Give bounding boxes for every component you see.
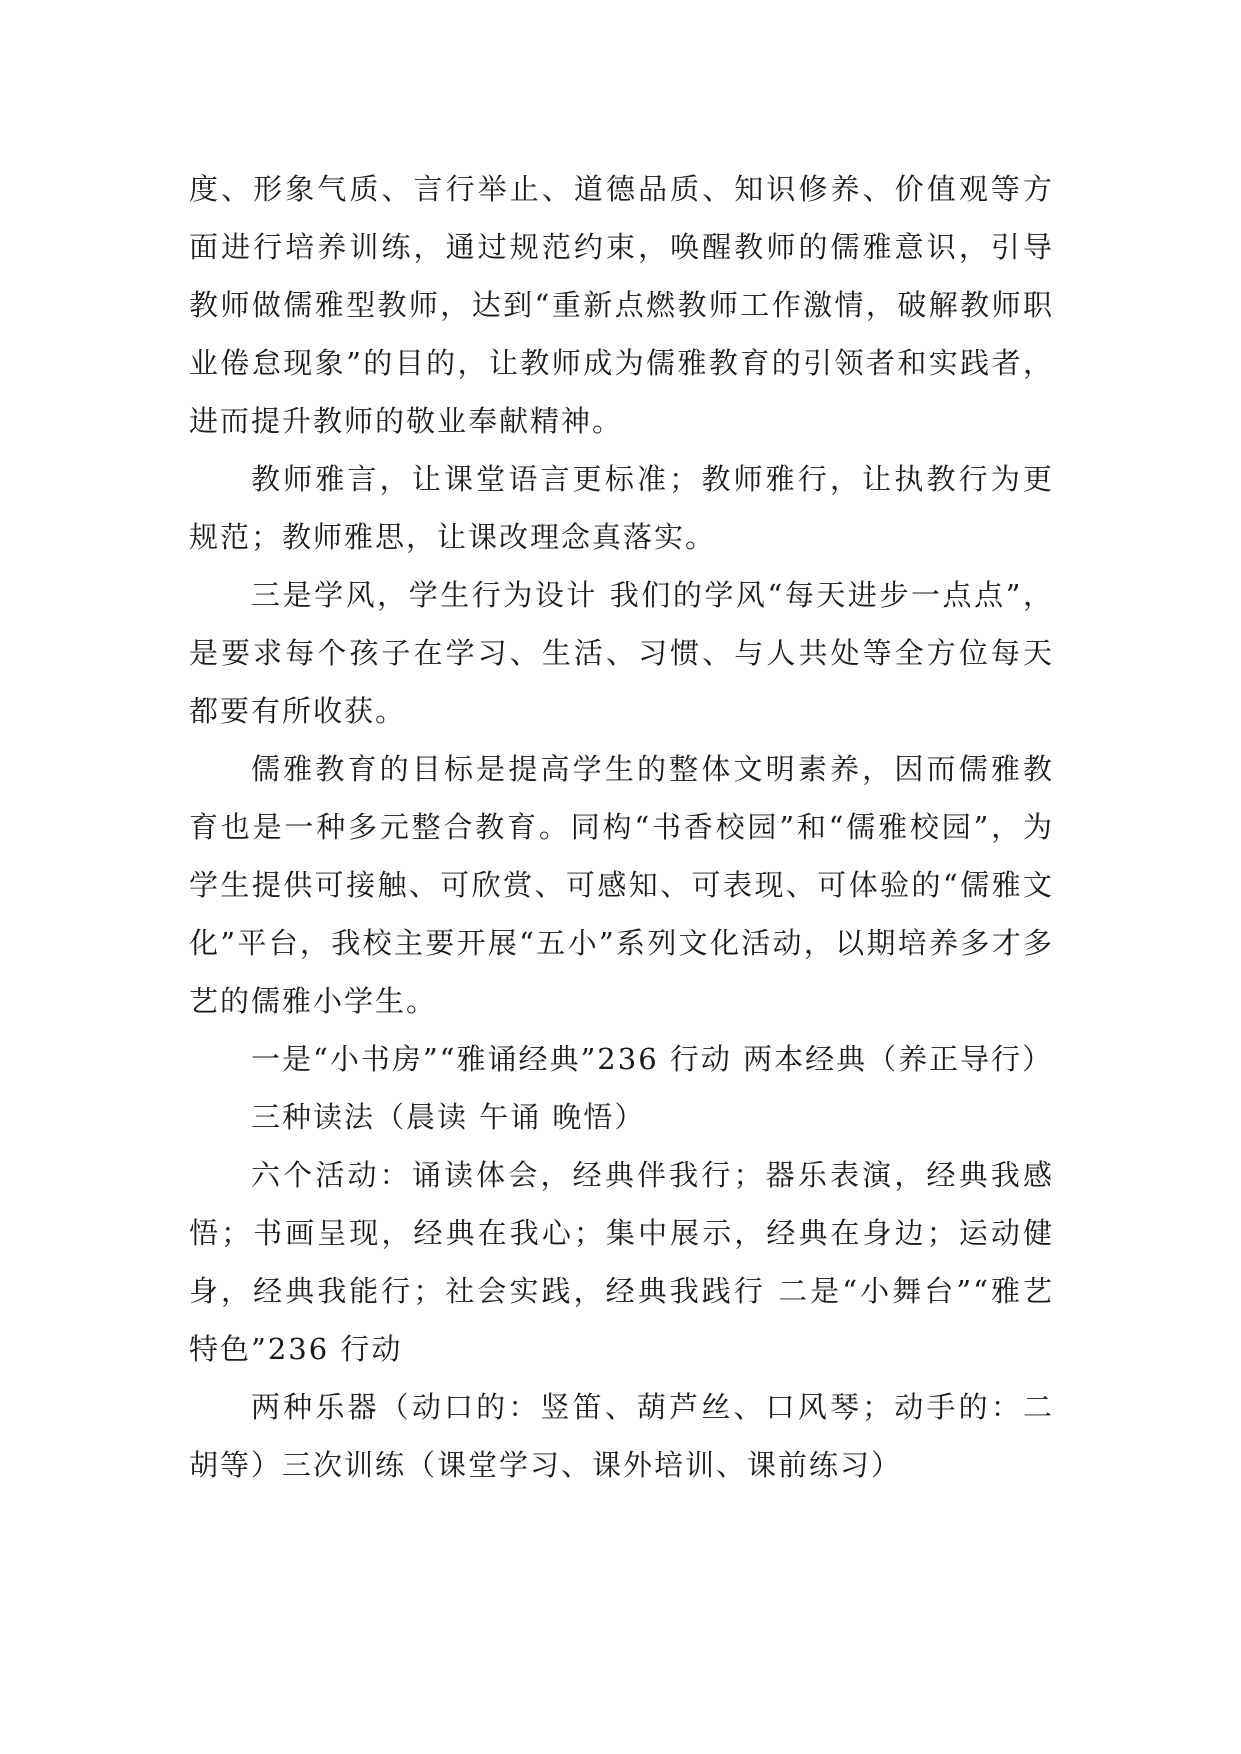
paragraph-small-study: 一是“小书房”“雅诵经典”236 行动 两本经典（养正导行） bbox=[251, 1042, 1054, 1076]
document-body bbox=[189, 160, 1054, 1494]
paragraph-teacher-elegance: 教师雅言，让课堂语言更标准；教师雅行，让执教行为更规范；教师雅思，让课改理念真落实。 bbox=[189, 462, 1054, 554]
paragraph-six-activities: 六个活动：诵读体会，经典伴我行；器乐表演，经典我感悟；书画呈现，经典在我心；集中展示，经典在身边；运动健身，经典我能行；社会实践，经典我践行 二是“小舞台”“雅艺特色”236 行动 bbox=[189, 1158, 1054, 1366]
paragraph-study-style: 三是学风，学生行为设计 我们的学风“每天进步一点点”，是要求每个孩子在学习、生活、习惯、与人共处等全方位每天都要有所收获。 bbox=[189, 578, 1054, 728]
paragraph-reading-methods: 三种读法（晨读 午诵 晚悟） bbox=[251, 1100, 646, 1134]
paragraph-instruments: 两种乐器（动口的：竖笛、葫芦丝、口风琴；动手的：二胡等）三次训练（课堂学习、课外培训、课前练习） bbox=[189, 1390, 1054, 1482]
paragraph-education-goal: 儒雅教育的目标是提高学生的整体文明素养，因而儒雅教育也是一种多元整合教育。同构“书香校园”和“儒雅校园”，为学生提供可接触、可欣赏、可感知、可表现、可体验的“儒雅文化”平台，我校主要开展“五小”系列文化活动，以期培养多才多艺的儒雅小学生。 bbox=[189, 752, 1054, 1018]
paragraph-continuation: 度、形象气质、言行举止、道德品质、知识修养、价值观等方面进行培养训练，通过规范约束，唤醒教师的儒雅意识，引导教师做儒雅型教师，达到“重新点燃教师工作激情，破解教师职业倦怠现象”的目的，让教师成为儒雅教育的引领者和实践者，进而提升教师的敬业奉献精神。 bbox=[189, 172, 1054, 438]
